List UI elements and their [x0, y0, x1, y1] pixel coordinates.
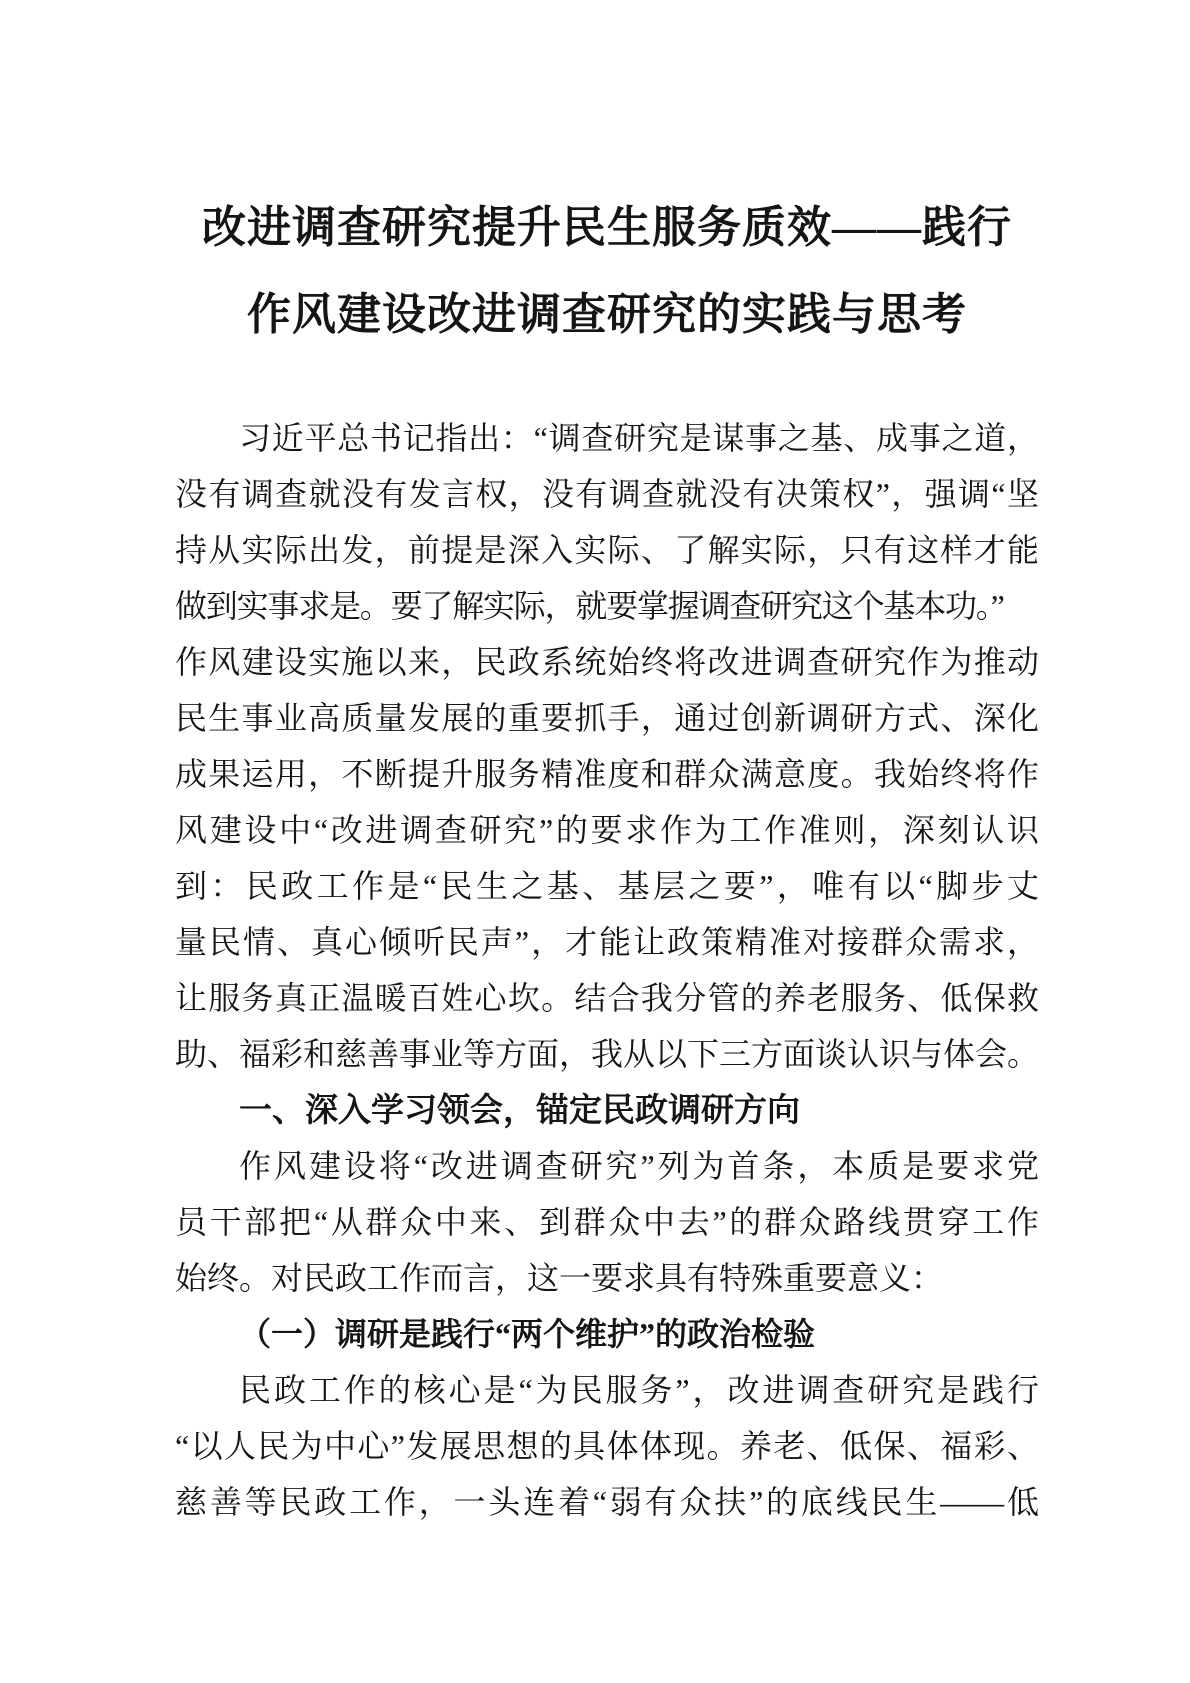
- body-line: 慈善等民政工作，一头连着“弱有众扶”的底线民生——低: [175, 1484, 1039, 1520]
- body-line: 作风建设将“改进调查研究”列为首条，本质是要求党: [239, 1148, 1039, 1184]
- body-line: 民生事业高质量发展的重要抓手，通过创新调研方式、深化: [175, 700, 1039, 736]
- body-line: 始终。对民政工作而言，这一要求具有特殊重要意义：: [175, 1260, 944, 1296]
- body-line: 员干部把“从群众中来、到群众中去”的群众路线贯穿工作: [175, 1204, 1039, 1240]
- body-line: 量民情、真心倾听民声”，才能让政策精准对接群众需求，: [175, 924, 1039, 960]
- document-content: [175, 0, 1039, 1683]
- body-line: 作风建设实施以来，民政系统始终将改进调查研究作为推动: [175, 644, 1039, 680]
- body-line: 民政工作的核心是“为民服务”，改进调查研究是践行: [239, 1372, 1039, 1408]
- section-heading-1: 一、深入学习领会，锚定民政调研方向: [239, 1091, 800, 1128]
- body-line: “以人民为中心”发展思想的具体体现。养老、低保、福彩、: [175, 1428, 1039, 1464]
- body-line: 风建设中“改进调查研究”的要求作为工作准则，深刻认识: [175, 812, 1039, 848]
- body-line: 做到实事求是。要了解实际，就要掌握调查研究这个基本功。”: [175, 588, 1004, 624]
- body-line: 让服务真正温暖百姓心坎。结合我分管的养老服务、低保救: [175, 980, 1039, 1016]
- sub-heading-1: （一）调研是践行“两个维护”的政治检验: [239, 1316, 816, 1352]
- body-line: 习近平总书记指出：“调查研究是谋事之基、成事之道，: [239, 420, 1039, 456]
- body-line: 没有调查就没有发言权，没有调查就没有决策权”，强调“坚: [175, 476, 1039, 512]
- document-title-line-2: 作风建设改进调查研究的实践与思考: [247, 290, 967, 339]
- body-line: 持从实际出发，前提是深入实际、了解实际，只有这样才能: [175, 532, 1039, 568]
- document-title: [175, 184, 1039, 358]
- body-line: 到：民政工作是“民生之基、基层之要”，唯有以“脚步丈: [175, 868, 1039, 904]
- document-body: [175, 410, 1039, 1530]
- body-line: 助、福彩和慈善事业等方面，我从以下三方面谈认识与体会。: [175, 1036, 1040, 1072]
- document-title-line-1: 改进调查研究提升民生服务质效——践行: [202, 203, 1012, 252]
- body-line: 成果运用，不断提升服务精准度和群众满意度。我始终将作: [175, 756, 1039, 792]
